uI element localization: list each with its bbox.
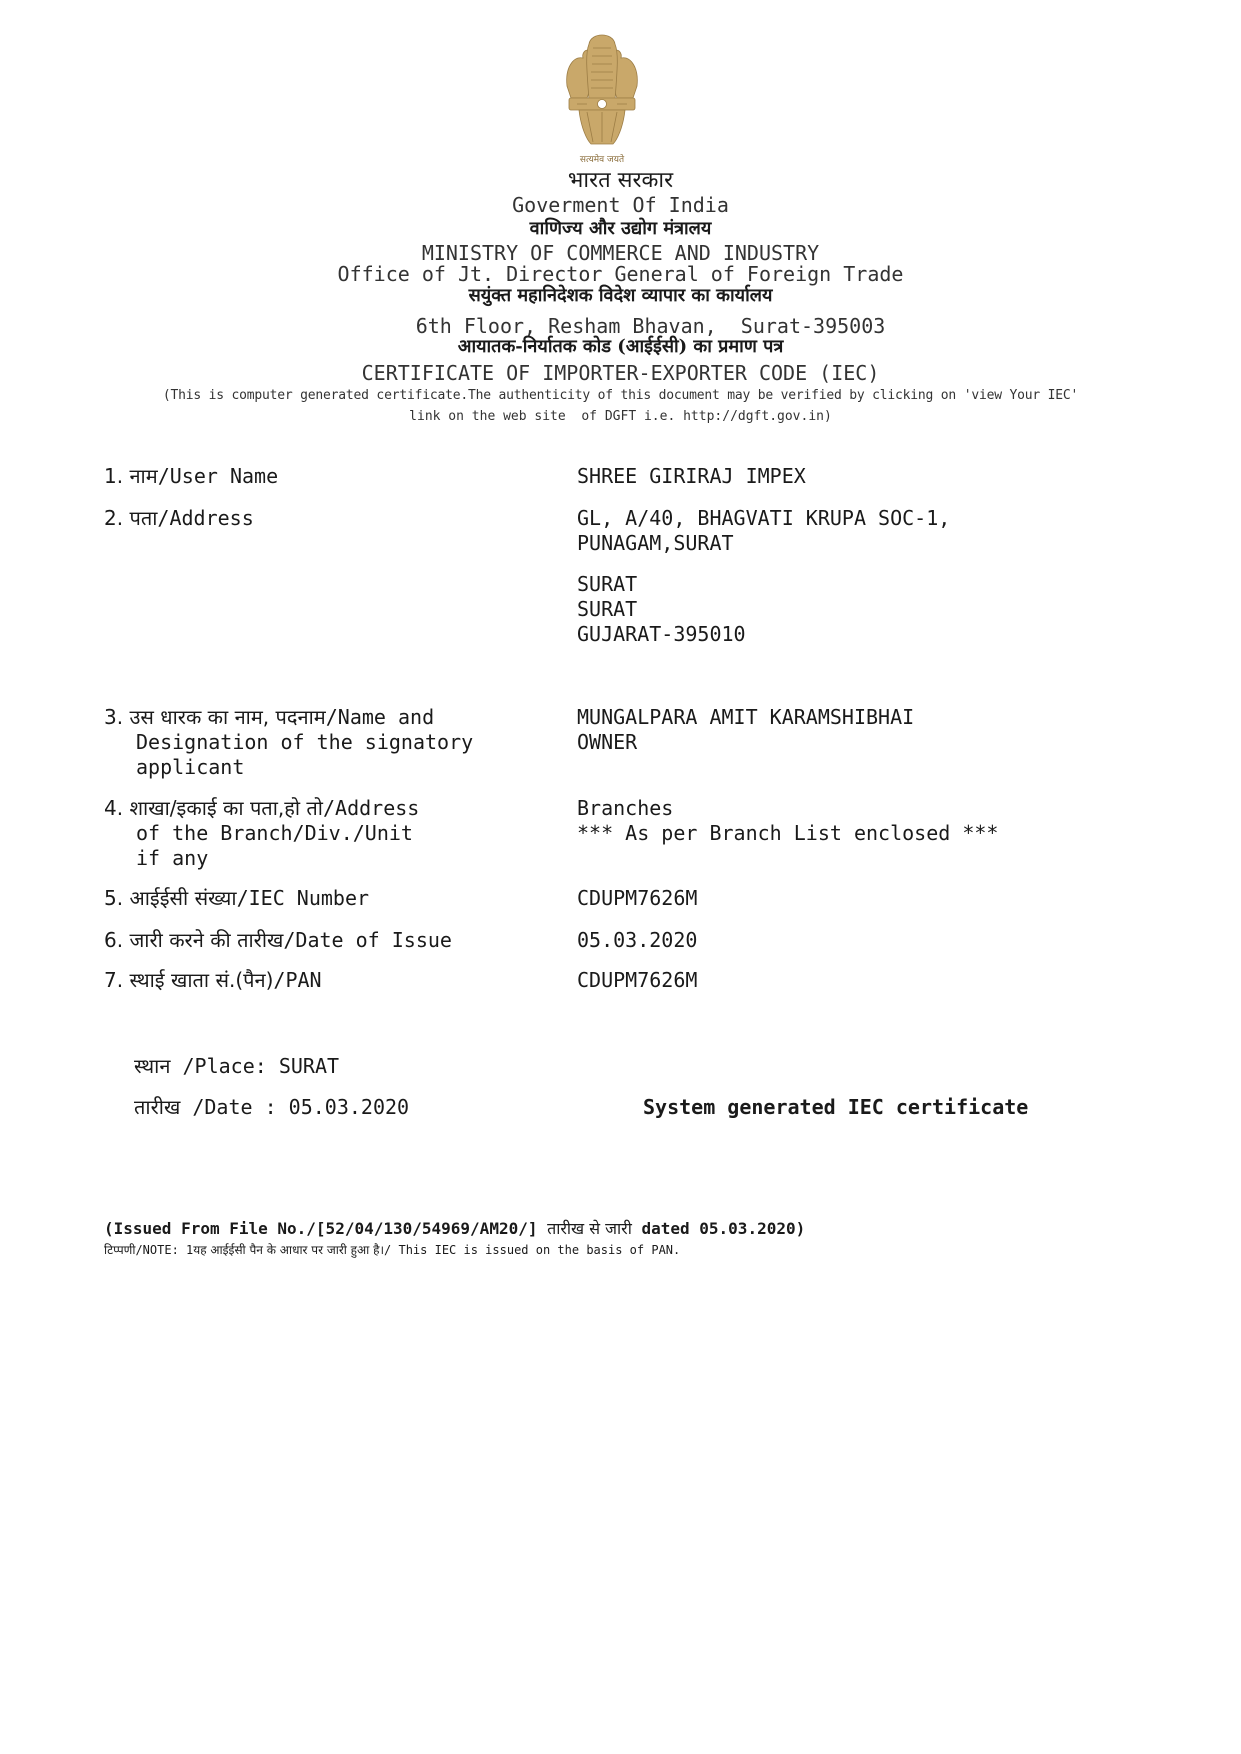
office-address: 6th Floor, Resham Bhavan, Surat-395003 bbox=[415, 314, 886, 338]
certificate-title: CERTIFICATE OF IMPORTER-EXPORTER CODE (IEC) bbox=[361, 361, 880, 385]
authenticity-note-line1: (This is computer generated certificate.The authenticity of this document may be verified by clicking on 'view Your IEC' bbox=[162, 388, 1079, 403]
pan-basis-note: टिप्पणी/NOTE: 1यह आईईसी पैन के आधार पर जारी हुआ है।/ This IEC is issued on the basis of PAN. bbox=[104, 1243, 681, 1257]
hindi-govt-heading: भारत सरकार bbox=[567, 168, 674, 193]
field-branch-value: Branches *** As per Branch List enclosed *** bbox=[577, 796, 999, 845]
field-address-value: GL, A/40, BHAGVATI KRUPA SOC-1, PUNAGAM,SURAT SURAT SURAT GUJARAT-395010 bbox=[577, 506, 951, 646]
field-pan-value: CDUPM7626M bbox=[577, 968, 698, 992]
field-user-name-label: 1. नाम/User Name bbox=[104, 464, 279, 488]
field-date-of-issue-value: 05.03.2020 bbox=[577, 928, 698, 952]
ministry-heading: MINISTRY OF COMMERCE AND INDUSTRY bbox=[421, 241, 820, 265]
authenticity-note-line2: link on the web site of DGFT i.e. http://dgft.gov.in) bbox=[409, 409, 832, 424]
field-signatory-value: MUNGALPARA AMIT KARAMSHIBHAI OWNER bbox=[577, 705, 915, 754]
hindi-certificate-title: आयातक-निर्यातक कोड (आईईसी) का प्रमाण पत्र bbox=[457, 336, 784, 357]
field-address-label: 2. पता/Address bbox=[104, 506, 254, 530]
office-heading: Office of Jt. Director General of Foreign Trade bbox=[337, 262, 904, 286]
govt-heading: Goverment Of India bbox=[512, 193, 729, 217]
field-user-name-value: SHREE GIRIRAJ IMPEX bbox=[577, 464, 806, 488]
hindi-ministry-heading: वाणिज्य और उद्योग मंत्रालय bbox=[529, 218, 712, 239]
field-pan-label: 7. स्थाई खाता सं.(पैन)/PAN bbox=[104, 968, 322, 992]
field-iec-number-value: CDUPM7626M bbox=[577, 886, 698, 910]
date-line: तारीख /Date : 05.03.2020 bbox=[134, 1095, 410, 1119]
field-iec-number-label: 5. आईईसी संख्या/IEC Number bbox=[104, 886, 370, 910]
field-date-of-issue-label: 6. जारी करने की तारीख/Date of Issue bbox=[104, 928, 452, 952]
place-line: स्थान /Place: SURAT bbox=[134, 1054, 340, 1078]
hindi-office-heading: सयुंक्त महानिदेशक विदेश व्यापार का कार्यालय bbox=[468, 285, 773, 306]
issued-from-line: (Issued From File No./[52/04/130/54969/AM20/] तारीख से जारी dated 05.03.2020) bbox=[104, 1219, 806, 1238]
national-emblem-icon bbox=[557, 28, 647, 168]
field-signatory-label: 3. उस धारक का नाम, पदनाम/Name and Designation of the signatory applicant bbox=[104, 705, 474, 779]
field-branch-label: 4. शाखा/इकाई का पता,हो तो/Address of the Branch/Div./Unit if any bbox=[104, 796, 420, 870]
emblem-motto: सत्यमेव जयते bbox=[579, 155, 625, 165]
system-generated-text: System generated IEC certificate bbox=[643, 1095, 1029, 1119]
